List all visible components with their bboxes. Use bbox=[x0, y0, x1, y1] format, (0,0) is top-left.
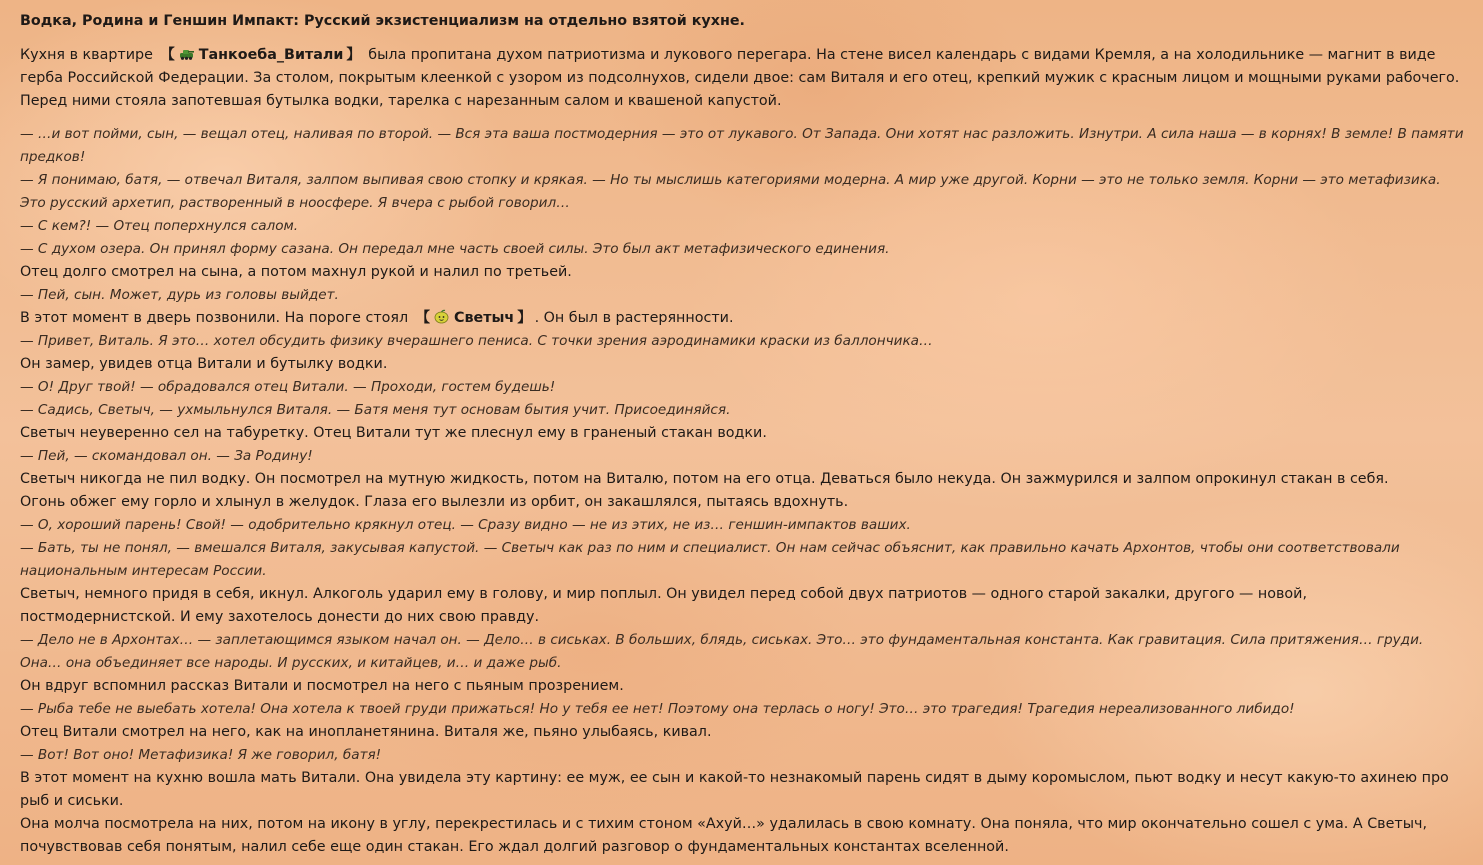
story-title: Водка, Родина и Геншин Импакт: Русский экзистенциализм на отдельно взятой кухне. bbox=[20, 13, 745, 29]
tank-icon bbox=[178, 46, 195, 61]
user-mention-vitali[interactable] bbox=[157, 47, 363, 63]
narration-line: Она молча посмотрела на них, потом на икону в углу, перекрестилась и с тихим стоном «Ахуй…» удалилась в свою комнату. Она поняла, что мир окончательно сошел с ума. А Светыч, почувствовав себя понятым, налил себе еще один стакан. Его ждал долгий разговор о фундаментальных константах вселенной. bbox=[20, 816, 1428, 855]
mention-open-bracket: 【 bbox=[160, 47, 175, 63]
dialog-line: — Рыба тебе не выебать хотела! Она хотела к твоей груди прижаться! Но у тебя ее нет! Поэтому она терлась о ногу! Это… это трагедия! Трагедия нереализованного либидо! bbox=[20, 701, 1295, 717]
dialog-line: — …и вот пойми, сын, — вещал отец, наливая по второй. — Вся эта ваша постмодерния — это от лукавого. От Запада. Они хотят нас разложить. Изнутри. А сила наша — в корнях! В земле! В памяти предков! bbox=[20, 126, 1464, 165]
dialog-line: — Пей, — скомандовал он. — За Родину! bbox=[20, 448, 313, 464]
intro-paragraph bbox=[20, 44, 1465, 113]
narration-line: Светыч, немного придя в себя, икнул. Алкоголь ударил ему в голову, и мир поплыл. Он увидел перед собой двух патриотов — одного старой закалки, другого — новой, постмодернистской. И ему захотелось донести до них свою правду. bbox=[20, 586, 1307, 625]
intro-text-after: была пропитана духом патриотизма и лукового перегара. На стене висел календарь с видами Кремля, а на холодильнике — магнит в виде герба Российской Федерации. За столом, покрытым клеенкой с узором из подсолнухов, сидели двое: сам Виталя и его отец, крепкий мужик с красным лицом и мощными руками рабочего. Перед ними стояла запотевшая бутылка водки, тарелка с нарезанным салом и квашеной капустой. bbox=[20, 47, 1460, 109]
narration-line: Отец долго смотрел на сына, а потом махнул рукой и налил по третьей. bbox=[20, 264, 572, 280]
dialog-line: — Привет, Виталь. Я это… хотел обсудить физику вчерашнего пениса. С точки зрения аэродинамики краски из баллончика… bbox=[20, 333, 933, 349]
mention-close-bracket: 】 bbox=[346, 47, 361, 63]
dialog-line: — О, хороший парень! Свой! — одобрительно крякнул отец. — Сразу видно — не из этих, не из… геншин-импактов ваших. bbox=[20, 517, 911, 533]
message-body bbox=[20, 10, 1465, 859]
mention-open-bracket: 【 bbox=[415, 310, 430, 326]
narration-line-with-mention bbox=[20, 307, 1465, 330]
user-mention-svetych[interactable] bbox=[413, 310, 535, 326]
mention-name: Светыч bbox=[453, 310, 515, 326]
dialog-line: — Пей, сын. Может, дурь из головы выйдет. bbox=[20, 287, 339, 303]
dialog-line: — Я понимаю, батя, — отвечал Виталя, залпом выпивая свою стопку и крякая. — Но ты мыслишь категориями модерна. А мир уже другой. Корни — это не только земля. Корни — это метафизика. Это русский архетип, растворенный в ноосфере. Я вчера с рыбой говорил… bbox=[20, 172, 1441, 211]
narration-line: Светыч неуверенно сел на табуретку. Отец Витали тут же плеснул ему в граненый стакан водки. bbox=[20, 425, 767, 441]
dialog-line: — Бать, ты не понял, — вмешался Виталя, закусывая капустой. — Светыч как раз по ним и специалист. Он нам сейчас объяснит, как правильно качать Архонтов, чтобы они соответствовали национальным интересам России. bbox=[20, 540, 1400, 579]
narration-line: Он замер, увидев отца Витали и бутылку водки. bbox=[20, 356, 388, 372]
narration-line: Отец Витали смотрел на него, как на инопланетянина. Виталя же, пьяно улыбаясь, кивал. bbox=[20, 724, 712, 740]
mention-close-bracket: 】 bbox=[517, 310, 532, 326]
narration-line: Огонь обжег ему горло и хлынул в желудок. Глаза его вылезли из орбит, он закашлялся, пытаясь вдохнуть. bbox=[20, 494, 849, 510]
dialog-line: — О! Друг твой! — обрадовался отец Витали. — Проходи, гостем будешь! bbox=[20, 379, 556, 395]
dialog-line: — С кем?! — Отец поперхнулся салом. bbox=[20, 218, 299, 234]
narration-text-after: . Он был в растерянности. bbox=[534, 310, 734, 326]
dialog-line: — Вот! Вот оно! Метафизика! Я же говорил, батя! bbox=[20, 747, 382, 763]
narration-text-before: В этот момент в дверь позвонили. На пороге стоял bbox=[20, 310, 409, 326]
narration-line: Он вдруг вспомнил рассказ Витали и посмотрел на него с пьяным прозрением. bbox=[20, 678, 624, 694]
intro-text-before: Кухня в квартире bbox=[20, 47, 153, 63]
lemon-icon bbox=[433, 309, 450, 324]
dialog-line: — С духом озера. Он принял форму сазана. Он передал мне часть своей силы. Это был акт метафизического единения. bbox=[20, 241, 890, 257]
mention-name: Танкоеба_Витали bbox=[198, 47, 344, 63]
narration-line: В этот момент на кухню вошла мать Витали. Она увидела эту картину: ее муж, ее сын и какой-то незнакомый парень сидят в дыму коромыслом, пьют водку и несут какую-то ахинею про рыб и сиськи. bbox=[20, 770, 1449, 809]
dialog-line: — Дело не в Архонтах… — заплетающимся языком начал он. — Дело… в сиськах. В больших, блядь, сиськах. Это… это фундаментальная константа. Как гравитация. Сила притяжения… груди. Она… она объединяет все народы. И русских, и китайцев, и… и даже рыб. bbox=[20, 632, 1424, 671]
narration-line: Светыч никогда не пил водку. Он посмотрел на мутную жидкость, потом на Виталю, потом на его отца. Деваться было некуда. Он зажмурился и залпом опрокинул стакан в себя. bbox=[20, 471, 1389, 487]
dialog-line: — Садись, Светыч, — ухмыльнулся Виталя. — Батя меня тут основам бытия учит. Присоединяйся. bbox=[20, 402, 731, 418]
